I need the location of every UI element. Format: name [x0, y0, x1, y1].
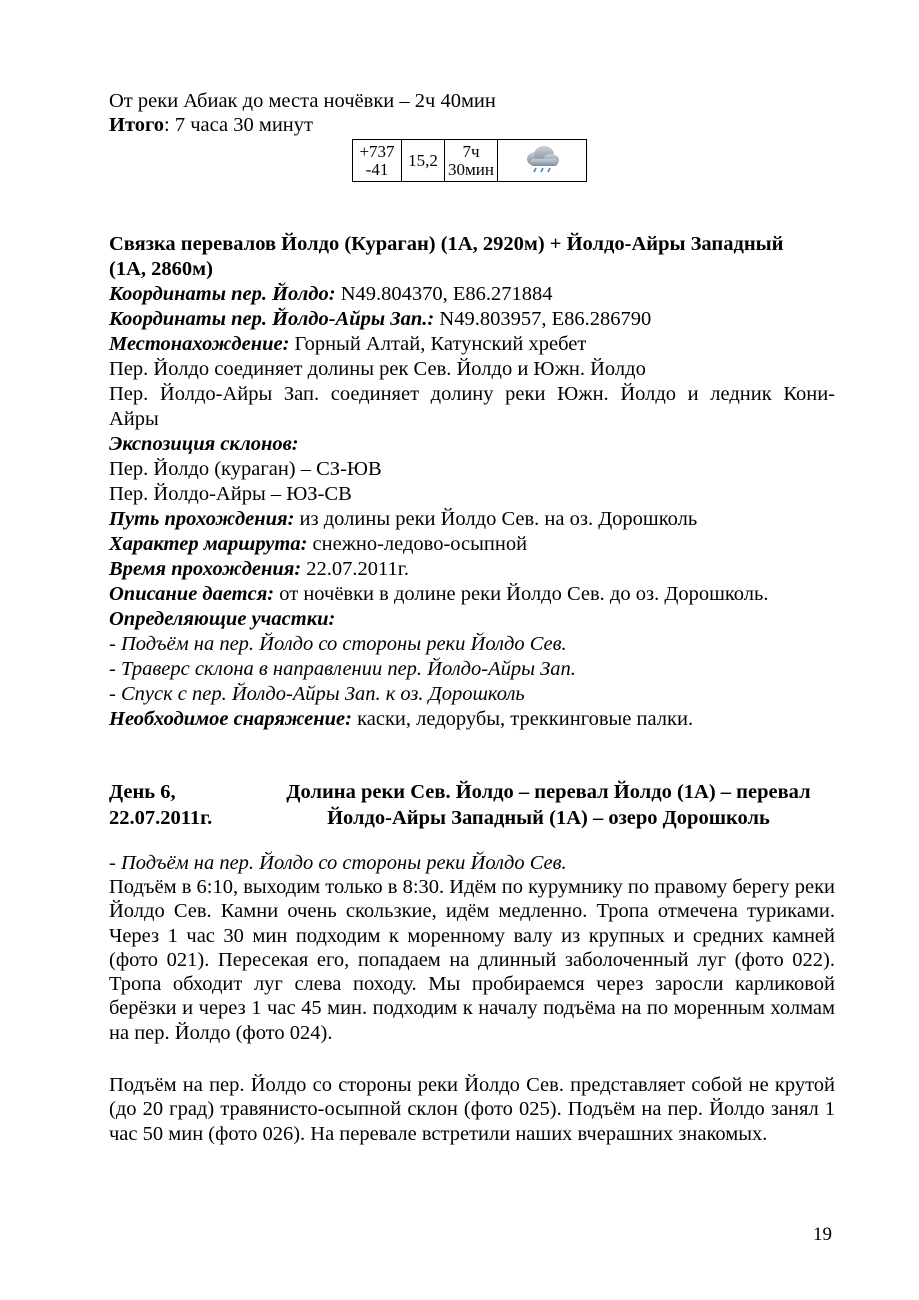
total-label: Итого [109, 114, 165, 136]
description-value: от ночёвки в долине реки Йолдо Сев. до оз. Дорошколь. [274, 583, 769, 605]
path-line [109, 507, 835, 531]
total-line [109, 113, 835, 137]
character-value: снежно-ледово-осыпной [307, 533, 528, 555]
day-subheading: - Подъём на пер. Йолдо со стороны реки Йолдо Сев. [109, 852, 567, 874]
weather-cell [498, 140, 587, 182]
location-value: Горный Алтай, Катунский хребет [289, 333, 587, 355]
character-label: Характер маршрута: [109, 533, 308, 555]
equipment-value: каски, ледорубы, треккинговые палки. [351, 708, 694, 730]
exposition-label: Экспозиция склонов: [109, 433, 299, 455]
intro-line: От реки Абиак до места ночёвки – 2ч 40мин [109, 90, 496, 112]
total-value: : 7 часа 30 минут [164, 114, 313, 136]
equipment-line [109, 707, 835, 731]
path-value: из долины реки Йолдо Сев. на оз. Дорошколь [294, 508, 698, 530]
pass-title-line1: Связка перевалов Йолдо (Кураган) (1А, 2920м) + Йолдо-Айры Западный [109, 233, 784, 255]
time-label: Время прохождения: [109, 558, 302, 580]
connects-line1: Пер. Йолдо соединяет долины рек Сев. Йолдо и Южн. Йолдо [109, 358, 646, 380]
day-label-line2: 22.07.2011г. [109, 807, 213, 829]
page-number: 19 [813, 1224, 832, 1245]
time-minutes: 30мин [448, 159, 494, 179]
description-label: Описание дается: [109, 583, 275, 605]
sections-label: Определяющие участки: [109, 608, 336, 630]
connects-line2: Пер. Йолдо-Айры Зап. соединяет долину реки Южн. Йолдо и ледник Кони- [109, 383, 835, 405]
cloud-rain-icon [522, 144, 562, 174]
elevation-cell [353, 140, 402, 182]
equipment-label: Необходимое снаряжение: [109, 708, 352, 730]
day-title-line2: Йолдо-Айры Западный (1А) – озеро Дорошколь [327, 807, 770, 829]
exposition-yoldo-airy: Пер. Йолдо-Айры – ЮЗ-СВ [109, 483, 352, 505]
stats-table [352, 139, 587, 182]
coords-yoldo-airy-label: Координаты пер. Йолдо-Айры Зап.: [109, 308, 435, 330]
connects-line2-cont: Айры [109, 408, 159, 430]
coords-yoldo-airy-value: N49.803957, E86.286790 [434, 308, 652, 330]
time-value: 22.07.2011г. [301, 558, 410, 580]
coords-yoldo-label: Координаты пер. Йолдо: [109, 283, 336, 305]
time-cell [445, 140, 498, 182]
path-label: Путь прохождения: [109, 508, 295, 530]
character-line [109, 532, 835, 556]
location-line [109, 332, 835, 356]
day-paragraph-2: Подъём на пер. Йолдо со стороны реки Йолдо Сев. представляет собой не крутой (до 20 град) травянисто-осыпной склон (фото 025). Подъём на пер. Йолдо занял 1 час 50 мин (фото 026). На перевале встретили наших вчерашних знакомых. [109, 1074, 835, 1145]
elevation-down: -41 [365, 159, 389, 179]
description-line [109, 582, 835, 606]
day-paragraph-1: Подъём в 6:10, выходим только в 8:30. Идём по курумнику по правому берегу реки Йолдо Сев. Камни очень скользкие, идём медленно. Тропа отмечена туриками. Через 1 час 30 мин подходим к моренному валу из крупных и средних камней (фото 021). Пересекая его, попадаем на длинный заболоченный луг (фото 022). Тропа обходит луг слева походу. Мы пробираемся через заросли карликовой берёзки и через 1 час 45 мин. подходим к началу подъёма на по моренным холмам на пер. Йолдо (фото 024). [109, 876, 836, 1044]
day-title-line1: Долина реки Сев. Йолдо – перевал Йолдо (1А) – перевал [286, 781, 811, 803]
coords-yoldo [109, 282, 835, 306]
exposition-yoldo: Пер. Йолдо (кураган) – СЗ-ЮВ [109, 458, 382, 480]
location-label: Местонахождение: [109, 333, 290, 355]
section-item: - Подъём на пер. Йолдо со стороны реки Йолдо Сев. [109, 633, 567, 655]
coords-yoldo-value: N49.804370, E86.271884 [335, 283, 553, 305]
elevation-up: +737 [359, 141, 395, 161]
distance-cell: 15,2 [402, 140, 445, 182]
coords-yoldo-airy [109, 307, 835, 331]
time-line [109, 557, 835, 581]
time-hours: 7ч [462, 141, 480, 161]
pass-title-line2: (1А, 2860м) [109, 258, 213, 280]
section-item: - Спуск с пер. Йолдо-Айры Зап. к оз. Дорошколь [109, 683, 525, 705]
day-label-line1: День 6, [109, 781, 176, 803]
section-item: - Траверс склона в направлении пер. Йолдо-Айры Зап. [109, 658, 576, 680]
